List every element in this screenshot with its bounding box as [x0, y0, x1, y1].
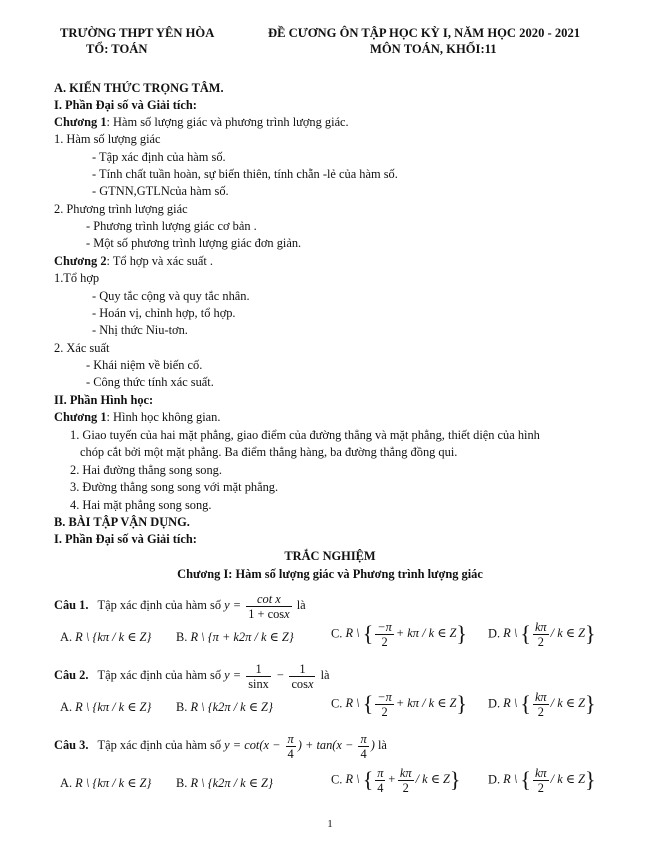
- geometry-item: 2. Hai đường thẳng song song.: [70, 463, 222, 477]
- answer-option-d[interactable]: D. R \ { $\frac{k\pi}{2}$ / k ∈ Z}: [488, 620, 596, 649]
- sub-item: - Quy tắc cộng và quy tắc nhân.: [92, 289, 250, 303]
- question-text: Tập xác định của hàm số: [97, 738, 222, 752]
- document-title: ĐỀ CƯƠNG ÔN TẬP HỌC KỲ I, NĂM HỌC 2020 - 2021: [268, 26, 581, 40]
- question-suffix: là: [296, 598, 306, 612]
- geometry-chapter-heading: [54, 409, 220, 425]
- page-number: 1: [327, 818, 333, 830]
- chapter-2-label: Chương 2: [54, 254, 107, 268]
- answer-option-a[interactable]: A. R \ {kπ / k ∈ Z}: [60, 776, 152, 790]
- geometry-item: chóp cắt bởi một mặt phẳng. Ba điểm thẳng hàng, ba đường thẳng đồng qui.: [80, 445, 458, 459]
- answer-option-b[interactable]: B. R \ {k2π / k ∈ Z}: [176, 776, 273, 790]
- question-formula: y = $\frac{1}{\sin x}$ − $\frac{1}{\cos x}$: [224, 661, 314, 691]
- sub-item: - Công thức tính xác suất.: [86, 375, 214, 389]
- sub-item: - GTNN,GTLNcủa hàm số.: [92, 184, 229, 198]
- chapter-2-heading: [54, 253, 213, 269]
- subject-grade: MÔN TOÁN, KHỐI:11: [370, 42, 497, 56]
- chapter-1-heading: [54, 114, 349, 130]
- chapter-1-text: : Hàm số lượng giác và phương trình lượng giác.: [106, 115, 349, 129]
- geometry-item: 3. Đường thẳng song song với mặt phẳng.: [70, 480, 279, 494]
- question-formula: y = cot(x − $\frac{\pi}{4}$ ) + tan(x − $\frac{\pi}{4}$ ): [224, 731, 375, 761]
- topic-item: 2. Phương trình lượng giác: [54, 202, 188, 216]
- geometry-chapter-text: : Hình học không gian.: [106, 410, 221, 424]
- chapter-2-text: : Tổ hợp và xác suất .: [106, 254, 213, 268]
- answer-option-a[interactable]: A. R \ {kπ / k ∈ Z}: [60, 700, 152, 714]
- question-2: [54, 660, 330, 691]
- part-geometry-title: II. Phần Hình học:: [54, 393, 154, 407]
- question-formula: y = $\frac{\text{cot x}}{1 + \cos x}$: [224, 591, 290, 621]
- answer-option-d[interactable]: D. R \ { $\frac{k\pi}{2}$ / k ∈ Z}: [488, 766, 596, 795]
- answer-option-a[interactable]: A. R \ {kπ / k ∈ Z}: [60, 630, 152, 644]
- answer-option-b[interactable]: B. R \ {k2π / k ∈ Z}: [176, 700, 273, 714]
- question-suffix: là: [320, 668, 330, 682]
- sub-item: - Phương trình lượng giác cơ bản .: [86, 219, 257, 233]
- part-algebra-exercise-title: I. Phần Đại số và Giải tích:: [54, 532, 197, 546]
- question-3: [54, 730, 387, 761]
- chapter-1-label: Chương 1: [54, 115, 107, 129]
- question-text: Tập xác định của hàm số: [97, 598, 222, 612]
- geometry-chapter-label: Chương 1: [54, 410, 107, 424]
- answer-option-c[interactable]: C. R \ { $\frac{-\pi}{2}$ + kπ / k ∈ Z}: [331, 620, 467, 649]
- sub-item: - Hoán vị, chỉnh hợp, tổ hợp.: [92, 306, 236, 320]
- sub-item: - Khái niệm về biến cố.: [86, 358, 203, 372]
- question-text: Tập xác định của hàm số: [97, 668, 222, 682]
- question-label: Câu 1.: [54, 598, 89, 612]
- sub-item: - Tập xác định của hàm số.: [92, 150, 226, 164]
- question-label: Câu 2.: [54, 668, 89, 682]
- part-algebra-title: I. Phần Đại số và Giải tích:: [54, 98, 197, 112]
- department-name: TỔ: TOÁN: [86, 42, 148, 56]
- school-name: TRƯỜNG THPT YÊN HÒA: [60, 26, 215, 40]
- section-a-title: A. KIẾN THỨC TRỌNG TÂM.: [54, 81, 224, 95]
- topic-item: 1.Tổ hợp: [54, 271, 100, 285]
- geometry-item: 1. Giao tuyến của hai mặt phẳng, giao điểm của đường thẳng và mặt phẳng, thiết diện của hình: [70, 428, 540, 442]
- answer-option-c[interactable]: C. R \ { $\frac{\pi}{4}$ + $\frac{k\pi}{2}$ / k ∈ Z}: [331, 766, 461, 795]
- sub-item: - Một số phương trình lượng giác đơn giản.: [86, 236, 302, 250]
- question-1: [54, 590, 306, 621]
- topic-item: 1. Hàm số lượng giác: [54, 132, 161, 146]
- answer-option-d[interactable]: D. R \ { $\frac{k\pi}{2}$ / k ∈ Z}: [488, 690, 596, 719]
- multiple-choice-heading: TRẮC NGHIỆM: [284, 549, 376, 563]
- answer-option-b[interactable]: B. R \ {π + k2π / k ∈ Z}: [176, 630, 294, 644]
- sub-item: - Nhị thức Niu-tơn.: [92, 323, 188, 337]
- question-label: Câu 3.: [54, 738, 89, 752]
- answer-option-c[interactable]: C. R \ { $\frac{-\pi}{2}$ + kπ / k ∈ Z}: [331, 690, 467, 719]
- sub-item: - Tính chất tuần hoàn, sự biến thiên, tính chẵn -lẻ của hàm số.: [92, 167, 398, 181]
- exercise-chapter-heading: Chương I: Hàm số lượng giác và Phương trình lượng giác: [177, 567, 483, 581]
- geometry-item: 4. Hai mặt phẳng song song.: [70, 498, 212, 512]
- section-b-title: B. BÀI TẬP VẬN DỤNG.: [54, 515, 190, 529]
- topic-item: 2. Xác suất: [54, 341, 110, 355]
- question-suffix: là: [377, 738, 387, 752]
